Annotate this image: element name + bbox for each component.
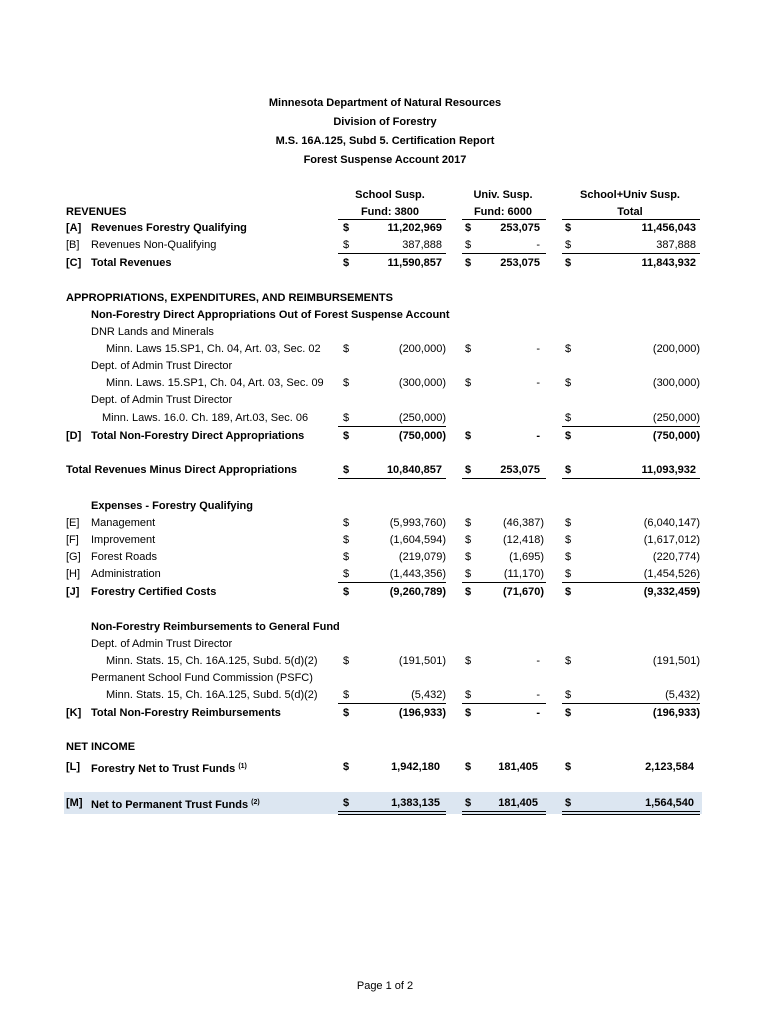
dollar-sign: $ (343, 412, 350, 424)
row-d-total: (750,000) (652, 430, 700, 442)
col-school-fund: Fund: 3800 (360, 206, 420, 218)
row-g-total: (220,774) (652, 551, 700, 563)
row-code-e: [E] (66, 517, 80, 529)
dollar-sign: $ (565, 586, 572, 598)
dollar-sign: $ (343, 517, 350, 529)
row-d-school: (750,000) (398, 430, 446, 442)
net-direct-univ: 253,075 (500, 464, 540, 476)
row-label-g: Forest Roads (91, 551, 158, 563)
dollar-sign: $ (565, 257, 572, 269)
report-org: Minnesota Department of Natural Resources (268, 97, 502, 109)
dollar-sign: $ (465, 343, 472, 355)
dollar-sign: $ (565, 568, 572, 580)
row-label-e: Management (91, 517, 156, 529)
dollar-sign: $ (565, 707, 572, 719)
appropriation-label: DNR Lands and Minerals (91, 326, 214, 338)
row-label-a: Revenues Forestry Qualifying (91, 222, 247, 234)
row-m-univ: 181,405 (498, 797, 538, 809)
row-code-k: [K] (66, 707, 82, 719)
footnote-2: (2) (251, 799, 260, 806)
row-e-univ: (46,387) (503, 517, 544, 529)
row-c-univ: 253,075 (500, 257, 540, 269)
dollar-sign: $ (565, 430, 572, 442)
row-code-d: [D] (66, 430, 82, 442)
footnote-1: (1) (238, 763, 247, 770)
appropriation-1-univ: - (536, 343, 540, 355)
dollar-sign: $ (465, 586, 472, 598)
row-f-school: (1,604,594) (389, 534, 446, 546)
dollar-sign: $ (565, 551, 572, 563)
appropriation-1-school: (200,000) (398, 343, 446, 355)
row-code-b: [B] (66, 239, 80, 251)
dollar-sign: $ (465, 707, 472, 719)
row-l-school: 1,942,180 (391, 761, 440, 773)
col-total-label: Total (617, 206, 643, 218)
dollar-sign: $ (343, 222, 350, 234)
dollar-sign: $ (343, 377, 350, 389)
appropriations-heading: APPROPRIATIONS, EXPENDITURES, AND REIMBURSEMENTS (66, 292, 393, 304)
report-division: Division of Forestry (333, 116, 437, 128)
row-b-total: 387,888 (656, 239, 696, 251)
row-a-school: 11,202,969 (387, 222, 442, 234)
row-e-total: (6,040,147) (643, 517, 700, 529)
appropriation-1-total: (200,000) (652, 343, 700, 355)
reimbursement-2-total: (5,432) (665, 689, 700, 701)
row-label-m: Net to Permanent Trust Funds $^{(2)}$ (91, 799, 260, 811)
row-code-j: [J] (66, 586, 80, 598)
dollar-sign: $ (343, 707, 350, 719)
dollar-sign: $ (465, 797, 472, 809)
dollar-sign: $ (465, 239, 472, 251)
col-total-header: School+Univ Susp. (580, 189, 680, 201)
reimbursement-2-school: (5,432) (411, 689, 446, 701)
row-label-j: Forestry Certified Costs (91, 586, 217, 598)
reimbursement-2-univ: - (536, 689, 540, 701)
reimbursement-law: Minn. Stats. 15, Ch. 16A.125, Subd. 5(d)(2) (106, 655, 318, 667)
reimbursement-label: Permanent School Fund Commission (PSFC) (91, 672, 313, 684)
row-code-c: [C] (66, 257, 82, 269)
row-c-school: 11,590,857 (387, 257, 442, 269)
dollar-sign: $ (343, 257, 350, 269)
row-code-l: [L] (66, 761, 81, 773)
row-l-univ: 181,405 (498, 761, 538, 773)
row-label-c: Total Revenues (91, 257, 172, 269)
dollar-sign: $ (343, 568, 350, 580)
appropriation-3-school: (250,000) (398, 412, 446, 424)
dollar-sign: $ (343, 761, 350, 773)
row-label-f: Improvement (91, 534, 156, 546)
dollar-sign: $ (565, 689, 572, 701)
dollar-sign: $ (565, 377, 572, 389)
dollar-sign: $ (565, 239, 572, 251)
dollar-sign: $ (465, 377, 472, 389)
dollar-sign: $ (343, 655, 350, 667)
col-univ-fund: Fund: 6000 (473, 206, 533, 218)
report-subtitle: Forest Suspense Account 2017 (303, 154, 467, 166)
reimbursement-label: Dept. of Admin Trust Director (91, 638, 233, 650)
row-k-school: (196,933) (398, 707, 446, 719)
row-b-univ: - (536, 239, 540, 251)
row-d-univ: - (536, 430, 540, 442)
dollar-sign: $ (565, 343, 572, 355)
row-f-univ: (12,418) (503, 534, 544, 546)
row-h-total: (1,454,526) (643, 568, 700, 580)
row-a-total: 11,456,043 (641, 222, 696, 234)
dollar-sign: $ (565, 655, 572, 667)
dollar-sign: $ (343, 430, 350, 442)
row-m-school: 1,383,135 (391, 797, 440, 809)
dollar-sign: $ (565, 222, 572, 234)
row-label-h: Administration (91, 568, 161, 580)
row-k-total: (196,933) (652, 707, 700, 719)
row-label-d: Total Non-Forestry Direct Appropriations (91, 430, 305, 442)
row-m-total: 1,564,540 (645, 797, 694, 809)
appropriation-law: Minn. Laws. 16.0. Ch. 189, Art.03, Sec. 06 (102, 412, 309, 424)
dollar-sign: $ (343, 343, 350, 355)
dollar-sign: $ (565, 412, 572, 424)
row-f-total: (1,617,012) (643, 534, 700, 546)
row-g-univ: (1,695) (509, 551, 544, 563)
row-j-total: (9,332,459) (643, 586, 700, 598)
dollar-sign: $ (465, 761, 472, 773)
dollar-sign: $ (465, 551, 472, 563)
row-h-univ: (11,170) (503, 568, 544, 580)
dollar-sign: $ (565, 534, 572, 546)
dollar-sign: $ (565, 761, 572, 773)
dollar-sign: $ (343, 239, 350, 251)
dollar-sign: $ (465, 222, 472, 234)
row-a-univ: 253,075 (500, 222, 540, 234)
appropriation-law: Minn. Laws. 15.SP1, Ch. 04, Art. 03, Sec. 09 (106, 377, 324, 389)
row-b-school: 387,888 (402, 239, 442, 251)
row-code-m: [M] (66, 797, 83, 809)
row-code-g: [G] (66, 551, 81, 563)
row-g-school: (219,079) (398, 551, 446, 563)
row-code-h: [H] (66, 568, 81, 580)
dollar-sign: $ (343, 464, 350, 476)
net-income-heading: NET INCOME (66, 741, 136, 753)
dollar-sign: $ (343, 534, 350, 546)
dollar-sign: $ (465, 655, 472, 667)
dollar-sign: $ (465, 568, 472, 580)
appropriation-label: Dept. of Admin Trust Director (91, 360, 233, 372)
col-univ-header: Univ. Susp. (473, 189, 533, 201)
col-school-header: School Susp. (355, 189, 425, 201)
row-code-f: [F] (66, 534, 79, 546)
expenses-heading: Expenses - Forestry Qualifying (91, 500, 253, 512)
dollar-sign: $ (465, 257, 472, 269)
row-k-univ: - (536, 707, 540, 719)
reimbursement-1-univ: - (536, 655, 540, 667)
page-number: Page 1 of 2 (356, 980, 414, 992)
appropriation-law: Minn. Laws 15.SP1, Ch. 04, Art. 03, Sec. 02 (106, 343, 321, 355)
revenues-heading: REVENUES (66, 206, 127, 218)
row-code-a: [A] (66, 222, 82, 234)
dollar-sign: $ (343, 551, 350, 563)
dollar-sign: $ (465, 689, 472, 701)
dollar-sign: $ (343, 586, 350, 598)
appropriations-subheading: Non-Forestry Direct Appropriations Out of Forest Suspense Account (91, 309, 450, 321)
dollar-sign: $ (465, 430, 472, 442)
row-l-total: 2,123,584 (645, 761, 694, 773)
appropriation-2-total: (300,000) (652, 377, 700, 389)
dollar-sign: $ (465, 534, 472, 546)
net-direct-school: 10,840,857 (386, 464, 442, 476)
row-j-school: (9,260,789) (389, 586, 446, 598)
dollar-sign: $ (465, 464, 472, 476)
appropriation-2-univ: - (536, 377, 540, 389)
net-direct-total: 11,093,932 (641, 464, 696, 476)
reimbursement-1-school: (191,501) (398, 655, 446, 667)
row-e-school: (5,993,760) (389, 517, 446, 529)
dollar-sign: $ (343, 689, 350, 701)
appropriation-3-total: (250,000) (652, 412, 700, 424)
row-c-total: 11,843,932 (641, 257, 696, 269)
dollar-sign: $ (565, 517, 572, 529)
row-label-b: Revenues Non-Qualifying (91, 239, 217, 251)
reimbursement-1-total: (191,501) (652, 655, 700, 667)
row-label-k: Total Non-Forestry Reimbursements (91, 707, 281, 719)
appropriation-2-school: (300,000) (398, 377, 446, 389)
reimbursement-law: Minn. Stats. 15, Ch. 16A.125, Subd. 5(d)(2) (106, 689, 318, 701)
reimbursements-heading: Non-Forestry Reimbursements to General Fund (91, 621, 340, 633)
row-h-school: (1,443,356) (389, 568, 446, 580)
row-j-univ: (71,670) (503, 586, 544, 598)
dollar-sign: $ (343, 797, 350, 809)
appropriation-label: Dept. of Admin Trust Director (91, 394, 233, 406)
net-direct-label: Total Revenues Minus Direct Appropriations (66, 464, 298, 476)
row-label-l: Forestry Net to Trust Funds $^{(1)}$ (91, 763, 247, 775)
dollar-sign: $ (465, 517, 472, 529)
dollar-sign: $ (565, 464, 572, 476)
report-title: M.S. 16A.125, Subd 5. Certification Report (275, 135, 495, 147)
dollar-sign: $ (565, 797, 572, 809)
